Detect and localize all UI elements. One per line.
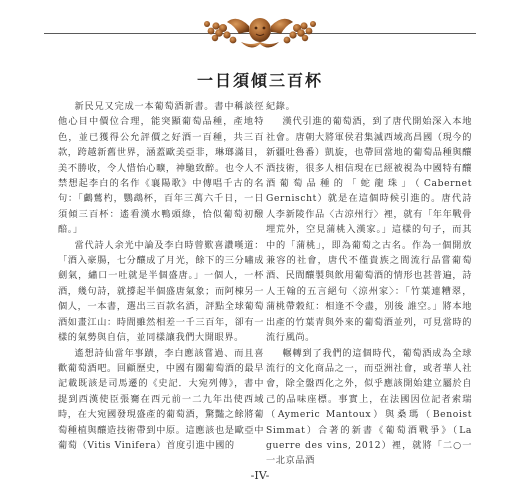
paragraph: 遙想詩仙當年事蹟，李白應該嘗過、而且喜歡葡萄酒吧。回顧歷史，中國有關葡萄酒的最早記載既該是司馬遷的《史記．大宛列傳》，書中提到西漢使臣張騫在西元前一二九年出使西域時，在大宛國發現盛產的葡萄酒，驚豔之餘將葡萄種植與釀造技術帶到中原。這應該也是歐亞中葡萄（Vitis Vinifera）首度引進中國的	[58, 347, 264, 451]
paragraph: 紀錄。	[266, 101, 296, 112]
paragraph: 輾轉到了我們的這個時代，葡萄酒成為全球流行的文化商品之一，而亞洲社會，或者華人社會，除全盤西化之外，似乎應該開始建立屬於自己的品味座標。事實上，在法國因位記者索瑞（Aymeric Mantoux）與桑瑪（Benoist Simmat）合著的新書《葡萄酒戰爭》（La guerre des vins, 2012）裡，就將「二○一一北京品酒	[266, 347, 472, 467]
right-column	[266, 99, 472, 469]
grape-ornament-icon	[201, 4, 319, 54]
paragraph: 當代詩人余光中論及李白時曾歎喜讚嘆道：「酒入豪腸，七分釀成了月光，餘下的三分嘯成劍氣，繡口一吐就是半個盛唐。」一個人，一杯酒，幾句詩，就撐起半個盛唐氣象；而阿棟另一個人，一本書，選出三百款名酒，評點全球葡萄酒如畫江山：時間雖然相差一千三百年，卻有一樣的氣勢與自信，並同樣讓我們大開眼界。	[58, 239, 264, 344]
left-column	[58, 99, 264, 453]
page-title: 一日須傾三百杯	[196, 71, 323, 90]
paragraph: 新民兄又完成一本葡萄酒新書。書中稱談徑他心目中價位合理，能突顯葡萄品種，產地特色，並已獲得公允評價之好酒一百種，共三百款，跨越新舊世界，涵蓋歐美亞非，琳瑯滿目，美不勝收，令人惜怡心曠，神馳致醉。也令人不禁想起李白的名作《襄陽歌》中傳唱千古的名句：「鸕鶿杓，鸚鵡杯，百年三萬六千日，一日須傾三百杯：遙看漢水鴨頭綠，恰似葡萄初醱醅。」	[58, 101, 264, 236]
page-number: -IV-	[250, 469, 270, 482]
paragraph: 漢代引進的葡萄酒，到了唐代開始深入本地社會。唐朝大將軍侯君集滅西域高昌國（現今的新疆吐魯番）凱旋，也帶回當地的葡萄品種與釀酒技術，很多人相信現在已經被視為中國特有釀酒葡萄品種的「蛇龍珠」（Cabernet Gernischt）就是在這個時候引進的。唐代詩人李新陵作品〈古涼州行〉裡，就有「年年戰骨埋荒外，空見蒲桃入漢家。」這樣的句子，而其中的「蒲桃」，即為葡萄之古名。作為一個開放兼容的社會，唐代不僅貴族之間流行品嘗葡萄酒、民間釀製與飲用葡萄酒的情形也甚普遍，詩人王翰的五言絕句〈涼州家〉：「竹葉連糟翠，蒲桃帶穀紅：相逢不令盡，別後 誰空。」將本地出產的竹葉青與外來的葡萄酒並列，可見當時的流行風尚。	[266, 116, 472, 344]
